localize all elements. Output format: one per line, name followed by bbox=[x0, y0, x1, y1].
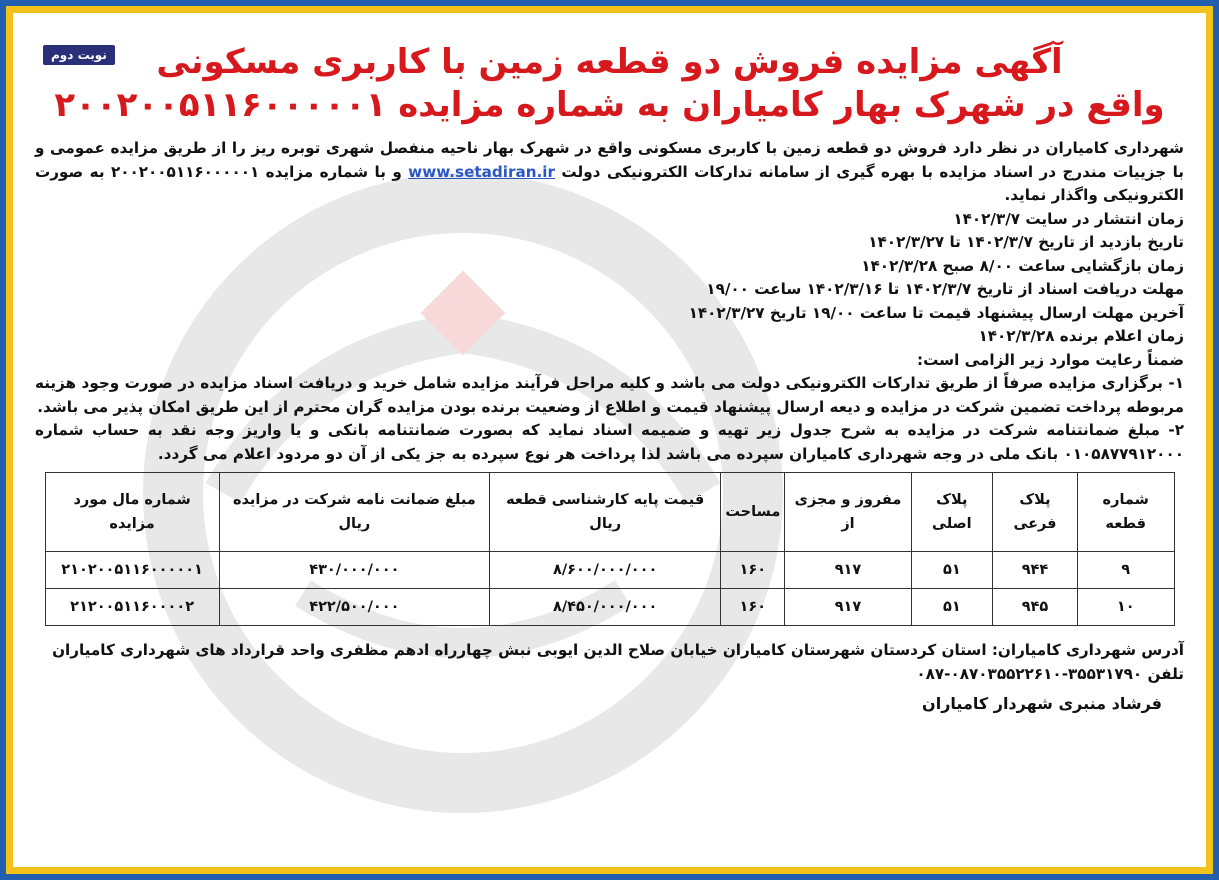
cell-main-plaque: ۵۱ bbox=[911, 552, 992, 589]
headline-line-1: آگهی مزایده فروش دو قطعه زمین با کاربری مسکونی bbox=[156, 42, 1063, 82]
header-lot-number: شماره قطعه bbox=[1077, 473, 1174, 552]
setadiran-link[interactable]: www.setadiran.ir bbox=[408, 162, 556, 181]
cell-guarantee-amount: ۴۳۰/۰۰۰/۰۰۰ bbox=[219, 552, 489, 589]
intro-text-2: و با شماره مزایده ۲۰۰۲۰۰۵۱۱۶۰۰۰۰۰۱ به صورت الکترونیکی واگذار نماید. bbox=[35, 162, 1184, 205]
date-documents-deadline: مهلت دریافت اسناد از تاریخ ۱۴۰۲/۳/۷ تا ۱۴۰۲/۳/۱۶ ساعت ۱۹/۰۰ bbox=[706, 280, 1184, 299]
cell-property-number: ۲۱۲۰۰۵۱۱۶۰۰۰۰۲ bbox=[45, 589, 219, 626]
cell-lot-number: ۹ bbox=[1077, 552, 1174, 589]
headline-line-2: واقع در شهرک بهار کامیاران به شماره مزایده ۲۰۰۲۰۰۵۱۱۶۰۰۰۰۰۱ bbox=[54, 85, 1165, 126]
header-guarantee-amount: مبلغ ضمانت نامه شرکت در مزایده ریال bbox=[219, 473, 489, 552]
cell-base-price: ۸/۴۵۰/۰۰۰/۰۰۰ bbox=[490, 589, 721, 626]
cell-sub-plaque: ۹۴۵ bbox=[993, 589, 1078, 626]
cell-separated-from: ۹۱۷ bbox=[785, 552, 911, 589]
requirement-2: ۲- مبلغ ضمانتنامه شرکت در مزایده به شرح جدول زیر تهیه و ضمیمه اسناد نماید که بصورت ضمانتنامه بانکی و یا واریز وجه نقد به حساب شماره ۰۱۰۵۸۷۷۹۱۲۰۰۰ بانک ملی در وجه شهرداری کامیاران سپرده می باشد لذا پرداخت هر نوع سپرده به جز یکی از آن دو مردود اعلام می گردد. bbox=[35, 421, 1184, 463]
date-opening: زمان بازگشایی ساعت ۸/۰۰ صبح ۱۴۰۲/۳/۲۸ bbox=[861, 256, 1184, 275]
intro-paragraph bbox=[35, 137, 1184, 208]
cell-sub-plaque: ۹۴۴ bbox=[993, 552, 1078, 589]
date-winner-announcement: زمان اعلام برنده ۱۴۰۲/۳/۲۸ bbox=[978, 327, 1184, 346]
date-bid-deadline: آخرین مهلت ارسال پیشنهاد قیمت تا ساعت ۱۹/۰۰ تاریخ ۱۴۰۲/۳/۲۷ bbox=[688, 303, 1184, 322]
table-header-row bbox=[45, 473, 1174, 552]
cell-main-plaque: ۵۱ bbox=[911, 589, 992, 626]
intro-text-1: شهرداری کامیاران در نظر دارد فروش دو قطعه زمین با کاربری مسکونی واقع در شهرک بهار ناحیه منفصل شهری توبره ریز را از طریق مزایده عمومی و با جزییات مندرج در اسناد مزایده با بهره گیری از سامانه تدارکات الکترونیکی دولت bbox=[35, 139, 1185, 181]
header-base-price: قیمت پایه کارشناسی قطعه ریال bbox=[490, 473, 721, 552]
cell-lot-number: ۱۰ bbox=[1077, 589, 1174, 626]
ad-content bbox=[13, 43, 1206, 713]
cell-guarantee-amount: ۴۲۲/۵۰۰/۰۰۰ bbox=[219, 589, 489, 626]
cell-base-price: ۸/۶۰۰/۰۰۰/۰۰۰ bbox=[490, 552, 721, 589]
date-publish: زمان انتشار در سایت ۱۴۰۲/۳/۷ bbox=[953, 209, 1184, 228]
table-row bbox=[45, 552, 1174, 589]
cell-area: ۱۶۰ bbox=[721, 589, 785, 626]
ad-panel bbox=[13, 13, 1206, 867]
phone-numbers: تلفن ۳۵۵۳۱۷۹۰-۰۸۷۰۳۵۵۲۲۶۱۰-۰۸۷ bbox=[916, 665, 1184, 684]
requirements-heading: ضمناً رعایت موارد زیر الزامی است: bbox=[917, 350, 1184, 369]
edition-badge: نوبت دوم bbox=[43, 45, 115, 65]
ad-body bbox=[35, 137, 1184, 466]
gold-frame bbox=[6, 6, 1213, 874]
header-sub-plaque: پلاک فرعی bbox=[993, 473, 1078, 552]
lots-table bbox=[45, 472, 1175, 626]
cell-separated-from: ۹۱۷ bbox=[785, 589, 911, 626]
header-separated-from: مفروز و مجزی از bbox=[785, 473, 911, 552]
header-area: مساحت bbox=[721, 473, 785, 552]
header-main-plaque: پلاک اصلی bbox=[911, 473, 992, 552]
header-property-number: شماره مال مورد مزایده bbox=[45, 473, 219, 552]
requirement-1: ۱- برگزاری مزایده صرفاً از طریق تدارکات الکترونیکی دولت می باشد و کلیه مراحل فرآیند مزایده شامل خرید و دریافت اسناد مزایده در صورت وجود هزینه مربوطه پرداخت تضمین شرکت در مزایده و دیعه ارسال پیشنهاد قیمت و اطلاع از وضعیت برنده بودن مزایده گران محترم از این طریق امکان پذیر می باشد. bbox=[35, 374, 1184, 416]
contact-block bbox=[35, 638, 1184, 686]
cell-property-number: ۲۱۰۲۰۰۵۱۱۶۰۰۰۰۰۱ bbox=[45, 552, 219, 589]
date-visit: تاریخ بازدید از تاریخ ۱۴۰۲/۳/۷ تا ۱۴۰۲/۳/۲۷ bbox=[868, 233, 1184, 252]
cell-area: ۱۶۰ bbox=[721, 552, 785, 589]
table-row bbox=[45, 589, 1174, 626]
municipality-address: آدرس شهرداری کامیاران: استان کردستان شهرستان کامیاران خیابان صلاح الدین ایوبی نبش چهارراه ادهم مظفری واحد قرارداد های شهرداری کامیاران bbox=[52, 641, 1184, 660]
mayor-signature: فرشاد منبری شهردار کامیاران bbox=[922, 694, 1162, 714]
